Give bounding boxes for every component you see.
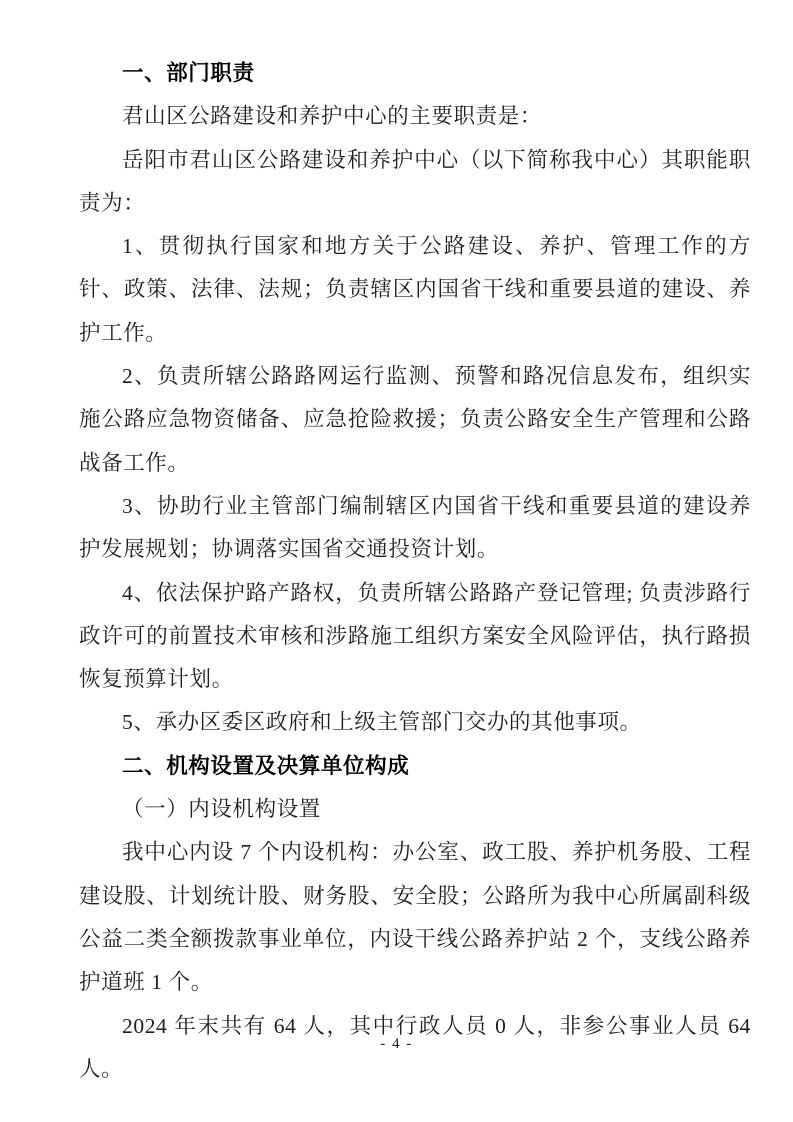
section-heading-org-structure: 二、机构设置及决算单位构成	[122, 753, 410, 778]
document-paragraph: 2024 年末共有 64 人，其中行政人员 0 人，非参公事业人员 64 人。	[79, 1013, 751, 1081]
document-body	[79, 52, 751, 1091]
document-paragraph: 3、协助行业主管部门编制辖区内国省干线和重要县道的建设养护发展规划；协调落实国省交通投资计划。	[79, 493, 751, 562]
document-paragraph: 1、贯彻执行国家和地方关于公路建设、养护、管理工作的方针、政策、法律、法规；负责辖区内国省干线和重要县道的建设、养护工作。	[79, 234, 751, 345]
document-paragraph: 4、依法保护路产路权，负责所辖公路路产登记管理; 负责涉路行政许可的前置技术审核和涉路施工组织方案安全风险评估，执行路损恢复预算计划。	[79, 580, 751, 692]
section-heading-department-duties: 一、部门职责	[122, 61, 255, 85]
document-paragraph: 5、承办区委区政府和上级主管部门交办的其他事项。	[122, 710, 642, 735]
document-paragraph: 我中心内设 7 个内设机构：办公室、政工股、养护机务股、工程建设股、计划统计股、财务股、安全股；公路所为我中心所属副科级公益二类全额拨款事业单位，内设干线公路养护站 2 个，支线公路养护道班 1 个。	[79, 840, 751, 995]
document-paragraph: 岳阳市君山区公路建设和养护中心（以下简称我中心）其职能职责为：	[79, 147, 751, 215]
document-subheading-internal-org: （一）内设机构设置	[122, 797, 321, 822]
page-number: - 4 -	[380, 1036, 413, 1052]
document-paragraph: 2、负责所辖公路路网运行监测、预警和路况信息发布，组织实施公路应急物资储备、应急抢险救援；负责公路安全生产管理和公路战备工作。	[79, 364, 751, 475]
document-paragraph: 君山区公路建设和养护中心的主要职责是：	[122, 104, 542, 129]
page-footer	[0, 1036, 793, 1053]
